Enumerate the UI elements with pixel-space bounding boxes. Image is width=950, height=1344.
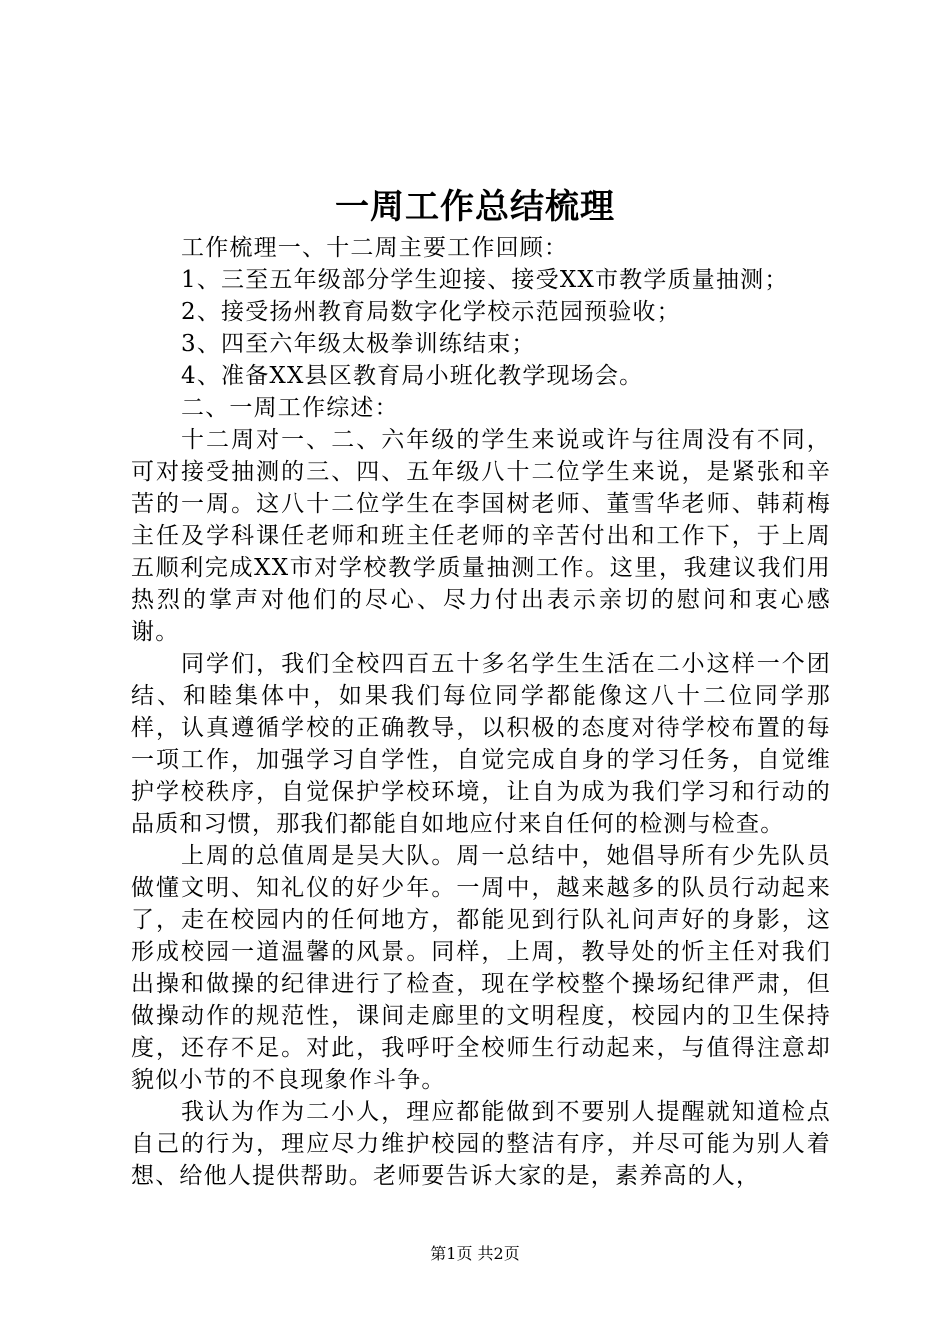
body-line: 1、三至五年级部分学生迎接、接受XX市教学质量抽测； — [181, 267, 789, 293]
body-line: 4、准备XX县区教育局小班化教学现场会。 — [181, 363, 644, 389]
body-line: 3、四至六年级太极拳训练结束； — [181, 331, 536, 357]
body-paragraph: 上周的总值周是吴大队。周一总结中，她倡导所有少先队员做懂文明、知礼仪的好少年。一周中，越来越多的队员行动起来了，走在校园内的任何地方，都能见到行队礼问声好的身影，这形成校园一道温馨的风景。同样，上周，教导处的忻主任对我们出操和做操的纪律进行了检查，现在学校整个操场纪律严肃，但做操动作的规范性，课间走廊里的文明程度，校园内的卫生保持度，还存不足。对此，我呼吁全校师生行动起来，与值得注意却貌似小节的不良现象作斗争。 — [131, 843, 831, 1093]
body-line: 二、一周工作综述： — [181, 395, 399, 421]
document-title: 一周工作总结梳理 — [335, 187, 615, 227]
page-footer: 第1页 共2页 — [430, 1244, 520, 1263]
body-paragraph: 同学们，我们全校四百五十多名学生生活在二小这样一个团结、和睦集体中，如果我们每位同学都能像这八十二位同学那样，认真遵循学校的正确教导，以积极的态度对待学校布置的每一项工作，加强学习自学性，自觉完成自身的学习任务，自觉维护学校秩序，自觉保护学校环境，让自为成为我们学习和行动的品质和习惯，那我们都能自如地应付来自任何的检测与检查。 — [131, 651, 831, 837]
body-paragraph: 我认为作为二小人，理应都能做到不要别人提醒就知道检点自己的行为，理应尽力维护校园的整洁有序，并尽可能为别人着想、给他人提供帮助。老师要告诉大家的是，素养高的人， — [131, 1099, 831, 1189]
body-line: 工作梳理一、十二周主要工作回顾： — [181, 235, 569, 261]
body-paragraph: 十二周对一、二、六年级的学生来说或许与往周没有不同，可对接受抽测的三、四、五年级八十二位学生来说，是紧张和辛苦的一周。这八十二位学生在李国树老师、董雪华老师、韩莉梅主任及学科课任老师和班主任老师的辛苦付出和工作下，于上周五顺利完成XX市对学校教学质量抽测工作。这里，我建议我们用热烈的掌声对他们的尽心、尽力付出表示亲切的慰问和衷心感谢。 — [131, 427, 831, 645]
document-body — [131, 232, 831, 1192]
body-line: 2、接受扬州教育局数字化学校示范园预验收； — [181, 299, 681, 325]
